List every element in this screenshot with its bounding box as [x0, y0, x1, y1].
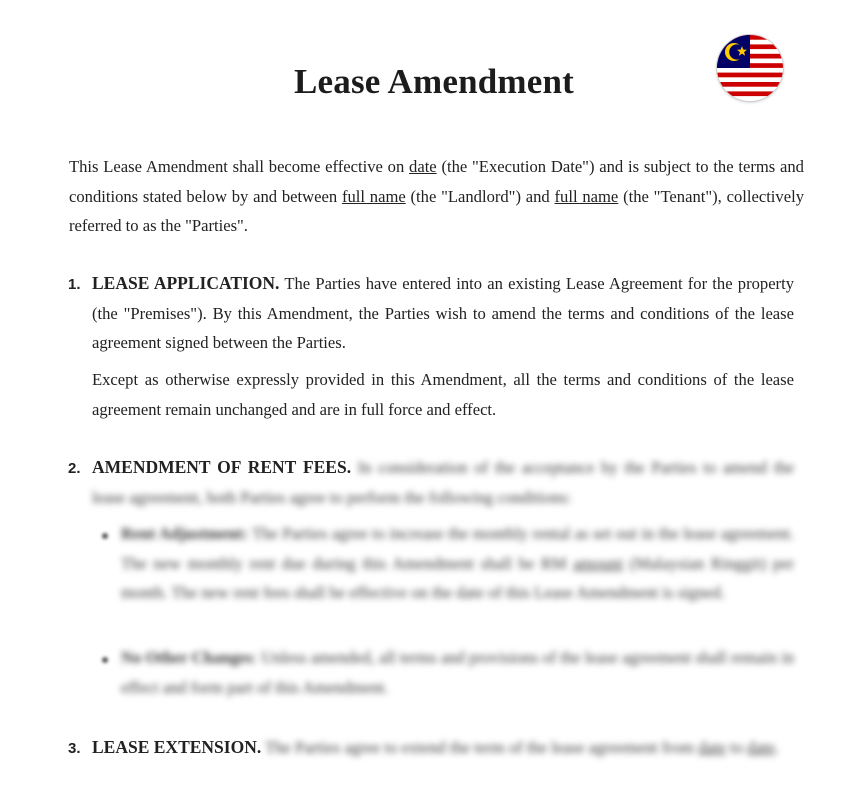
extension-start-date-field[interactable]: date: [698, 738, 726, 757]
section-lease-application: LEASE APPLICATION. The Parties have entered into an existing Lease Agreement for the property (the "Premises"). By this Amendment, the Parties wish to amend the terms and conditions of the lease agreement signed between the Parties.: [92, 273, 794, 352]
section-amendment-of-rent-fees: AMENDMENT OF RENT FEES. In consideration of the acceptance by the Parties to amend the lease agreement, both Parties agree to perform the following conditions:: [92, 457, 794, 507]
section-number: 1.: [68, 276, 81, 293]
rent-amount-field[interactable]: amount: [573, 553, 624, 573]
section-heading: AMENDMENT OF RENT FEES.: [92, 457, 352, 477]
tenant-name-field[interactable]: full name: [554, 186, 619, 206]
bullet-dot: [102, 533, 108, 539]
bullet-no-other-changes: No Other Changes: Unless amended, all terms and provisions of the lease agreement shall remain in effect and form part of this Amendment.: [121, 648, 794, 697]
bullet-dot: [102, 657, 108, 663]
bullet-rent-adjustment: Rent Adjustment: The Parties agree to increase the monthly rental as set out in the lease agreement. The new monthly rent due during this Amendment shall be RM amount (Malaysian Ringgit) per month. The new rent fees shall be effective on the date of this Lease Amendment is signed.: [121, 524, 794, 602]
section-number: 2.: [68, 460, 81, 477]
intro-paragraph: This Lease Amendment shall become effective on date (the "Execution Date") and is subject to the terms and conditions stated below by and between full name (the "Landlord") and full name (the "Tenant"), collectively referred to as the "Parties".: [69, 157, 804, 235]
section-lease-extension: LEASE EXTENSION. The Parties agree to extend the term of the lease agreement from date to date.: [92, 737, 779, 757]
section-number: 3.: [68, 740, 81, 757]
malaysia-flag-icon: [717, 35, 783, 101]
landlord-name-field[interactable]: full name: [341, 186, 406, 206]
section-heading: LEASE EXTENSION.: [92, 737, 262, 757]
section-heading: LEASE APPLICATION.: [92, 273, 280, 293]
document-title: Lease Amendment: [293, 62, 575, 101]
extension-end-date-field[interactable]: date: [747, 738, 775, 757]
section-paragraph: Except as otherwise expressly provided in this Amendment, all the terms and conditions of the lease agreement remain unchanged and are in full force and effect.: [92, 370, 794, 419]
execution-date-field[interactable]: date: [409, 157, 437, 176]
